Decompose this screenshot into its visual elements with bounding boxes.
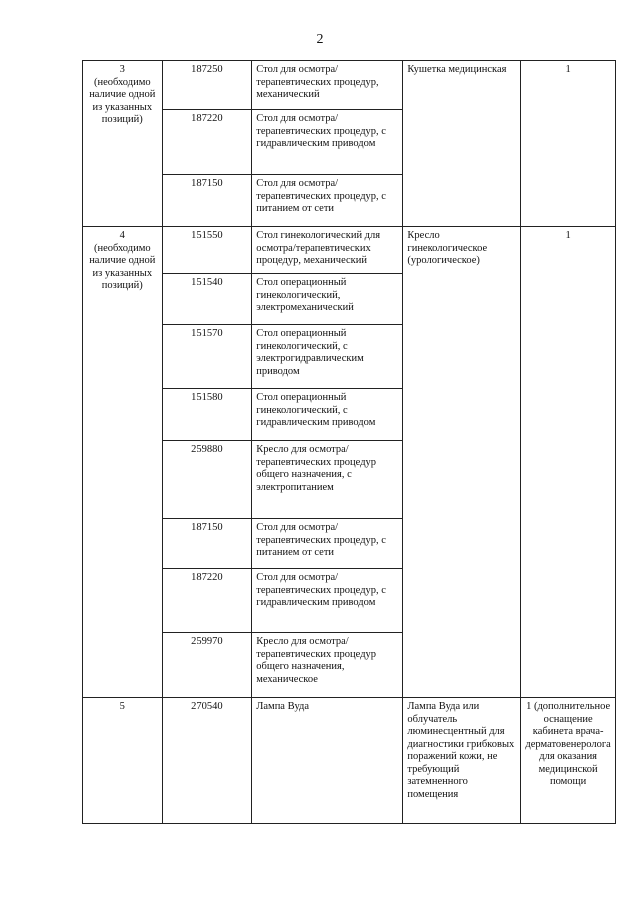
name-cell: Стол для осмотра/терапевтических процедур, с питанием от сети bbox=[252, 175, 403, 227]
code-cell: 187220 bbox=[162, 569, 252, 633]
name-cell: Стол для осмотра/терапевтических процедур, с гидравлическим приводом bbox=[252, 110, 403, 175]
code-cell: 151580 bbox=[162, 389, 252, 441]
item-cell: Лампа Вуда или облучатель люминесцентный для диагностики грибковых поражений кожи, не требующий затемненного помещения bbox=[403, 698, 521, 824]
group-number-cell bbox=[83, 61, 163, 227]
group-number-cell bbox=[83, 698, 163, 824]
group-note: (необходимо наличие одной из указанных позиций) bbox=[89, 242, 156, 291]
name-cell: Кресло для осмотра/терапевтических процедур общего назначения, с электропитанием bbox=[252, 441, 403, 519]
code-cell: 187150 bbox=[162, 175, 252, 227]
name-cell: Стол для осмотра/терапевтических процедур, с питанием от сети bbox=[252, 519, 403, 569]
name-cell: Стол гинекологический для осмотра/терапевтических процедур, механический bbox=[252, 227, 403, 274]
group-note: (необходимо наличие одной из указанных позиций) bbox=[89, 76, 156, 125]
name-cell: Кресло для осмотра/терапевтических процедур общего назначения, механическое bbox=[252, 633, 403, 698]
code-cell: 151570 bbox=[162, 325, 252, 389]
quantity-cell: 1 bbox=[521, 61, 616, 227]
table-row bbox=[83, 698, 616, 824]
equipment-table bbox=[82, 60, 616, 824]
item-cell: Кресло гинекологическое (урологическое) bbox=[403, 227, 521, 698]
name-cell: Стол операционный гинекологический, с электрогидравлическим приводом bbox=[252, 325, 403, 389]
group-number: 4 bbox=[119, 230, 125, 241]
table-row bbox=[83, 61, 616, 110]
item-cell: Кушетка медицинская bbox=[403, 61, 521, 227]
code-cell: 151540 bbox=[162, 274, 252, 325]
code-cell: 187250 bbox=[162, 61, 252, 110]
code-cell: 270540 bbox=[162, 698, 252, 824]
group-number: 3 bbox=[119, 64, 125, 75]
code-cell: 259880 bbox=[162, 441, 252, 519]
name-cell: Стол для осмотра/терапевтических процедур, с гидравлическим приводом bbox=[252, 569, 403, 633]
code-cell: 151550 bbox=[162, 227, 252, 274]
code-cell: 259970 bbox=[162, 633, 252, 698]
name-cell: Стол операционный гинекологический, с гидравлическим приводом bbox=[252, 389, 403, 441]
code-cell: 187150 bbox=[162, 519, 252, 569]
code-cell: 187220 bbox=[162, 110, 252, 175]
group-number: 5 bbox=[119, 701, 125, 712]
name-cell: Стол для осмотра/терапевтических процедур, механический bbox=[252, 61, 403, 110]
group-number-cell bbox=[83, 227, 163, 698]
name-cell: Лампа Вуда bbox=[252, 698, 403, 824]
table-row bbox=[83, 227, 616, 274]
quantity-cell: 1 bbox=[521, 227, 616, 698]
quantity-cell: 1 (дополнительное оснащение кабинета врача-дерматовенеролога для оказания медицинской помощи bbox=[521, 698, 616, 824]
page-number: 2 bbox=[316, 32, 324, 47]
name-cell: Стол операционный гинекологический, электромеханический bbox=[252, 274, 403, 325]
